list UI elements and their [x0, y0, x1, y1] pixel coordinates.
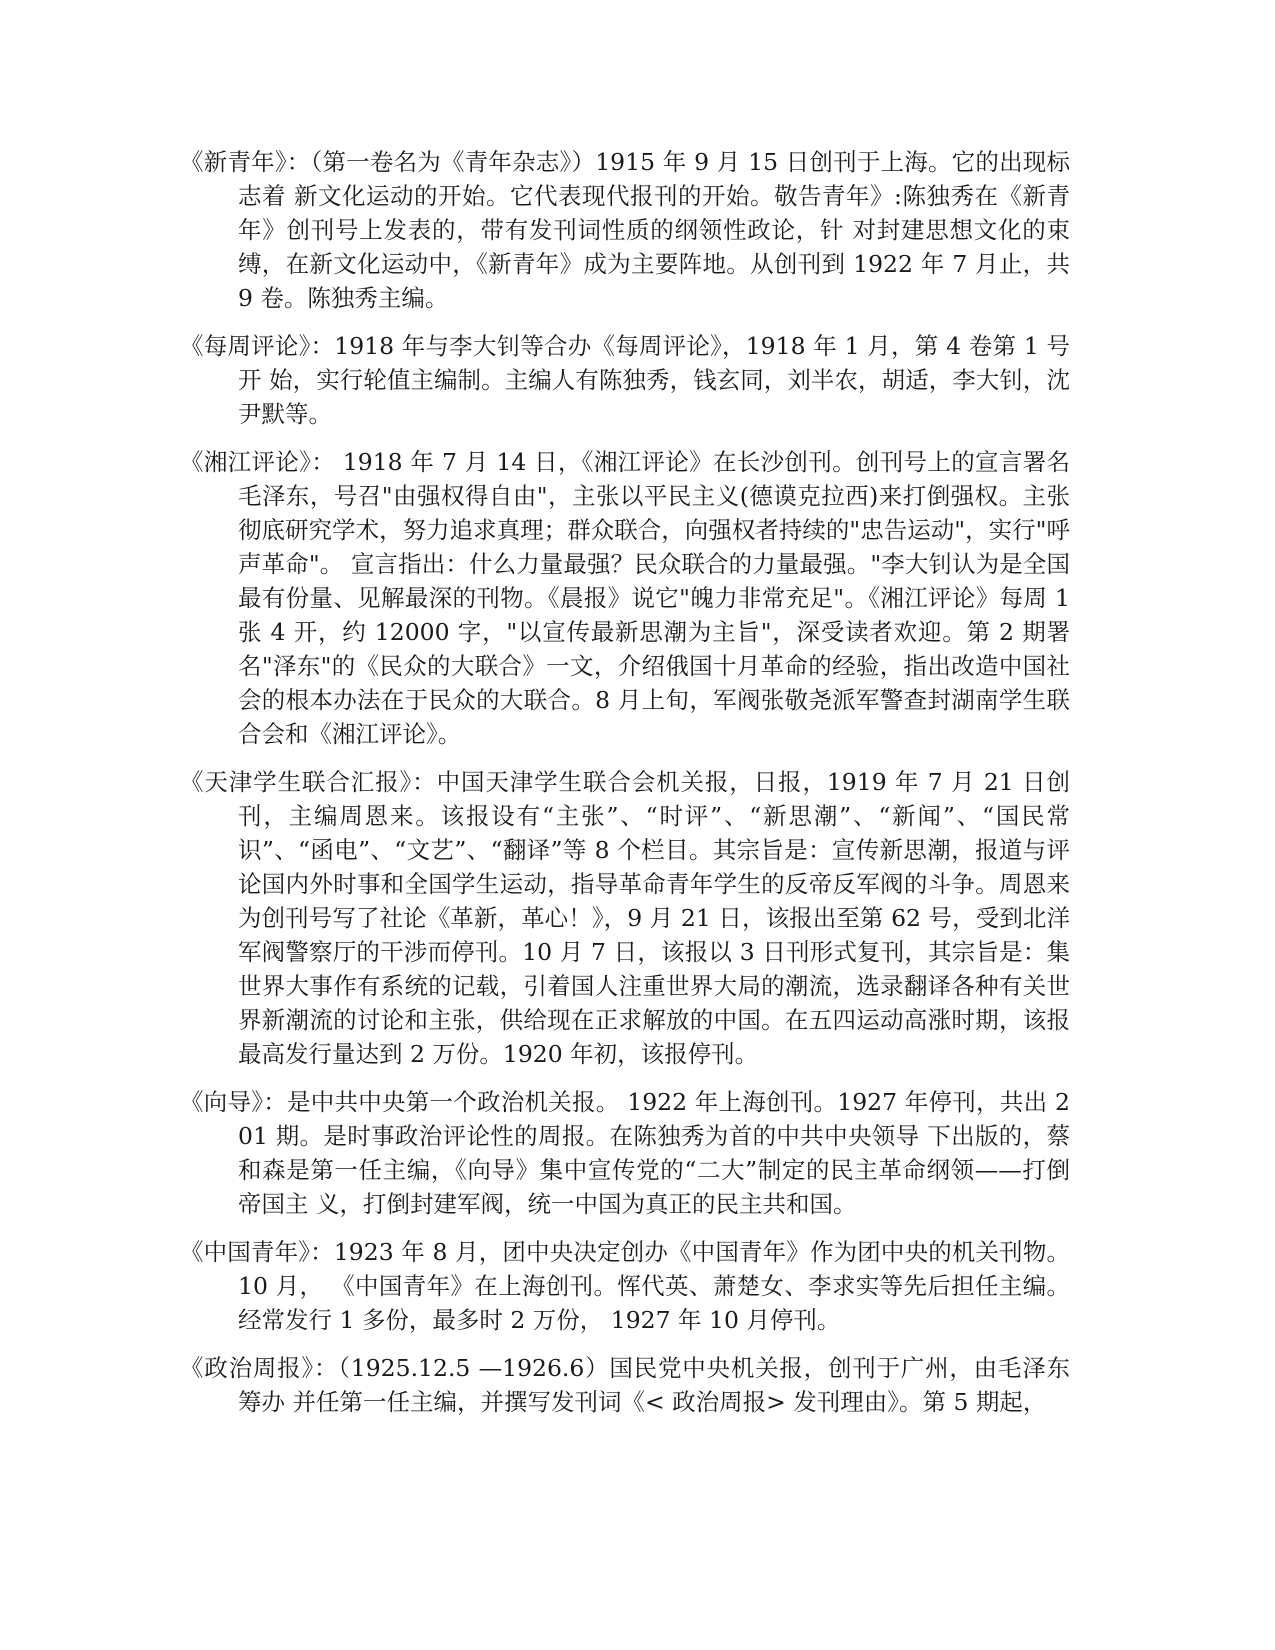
entry-meizhou-pinglun: 《每周评论》：1918 年与李大钊等合办《每周评论》，1918 年 1 月，第 4 卷第 1 号开 始，实行轮值主编制。主编人有陈独秀，钱玄同，刘半农，胡适，李大钊，沈尹默等。 [180, 332, 1070, 428]
entry-xin-qingnian: 《新青年》：（第一卷名为《青年杂志》）1915 年 9 月 15 日创刊于上海。它的出现标志着 新文化运动的开始。它代表现代报刊的开始。敬告青年》:陈独秀在《新青年》创刊号上发表的，带有发刊词性质的纲领性政论，针 对封建思想文化的束缚，在新文化运动中，《新青年》成为主要阵地。从创刊到 1922 年 7 月止，共 9 卷。陈独秀主编。 [180, 148, 1070, 312]
entry-xiangjiang-pinglun: 《湘江评论》： 1918 年 7 月 14 日，《湘江评论》在长沙创刊。创刊号上的宣言署名毛泽东，号召"由强权得自由"，主张以平民主义(德谟克拉西)来打倒强权。主张彻底研究学术，努力追求真理；群众联合，向强权者持续的"忠告运动"，实行"呼声革命"。 宣言指出：什么力量最强？民众联合的力量最强。"李大钊认为是全国最有份量、见解最深的刊物。《晨报》说它"魄力非常充足"。《湘江评论》每周 1 张 4 开，约 12000 字，"以宣传最新思潮为主旨"，深受读者欢迎。第 2 期署名"泽东"的《民众的大联合》一文，介绍俄国十月革命的经验，指出改造中国社会的根本办法在于民众的大联合。8 月上旬，军阀张敬尧派军警查封湖南学生联合会和《湘江评论》。 [180, 448, 1070, 748]
entry-tianjin-xuesheng-huibao: 《天津学生联合汇报》：中国天津学生联合会机关报，日报，1919 年 7 月 21 日创刊，主编周恩来。该报设有“主张”、“时评”、“新思潮”、“新闻”、“国民常识”、“函电”、“文艺”、“翻译”等 8 个栏目。其宗旨是：宣传新思潮，报道与评论国内外时事和全国学生运动，指导革命青年学生的反帝反军阀的斗争。周恩来为创刊号写了社论《革新，革心！》，9 月 21 日，该报出至第 62 号，受到北洋军阀警察厅的干涉而停刊。10 月 7 日，该报以 3 日刊形式复刊，其宗旨是：集世界大事作有系统的记载，引着国人注重世界大局的潮流，选录翻译各种有关世界新潮流的讨论和主张，供给现在正求解放的中国。在五四运动高涨时期，该报最高发行量达到 2 万份。1920 年初，该报停刊。 [180, 768, 1070, 1068]
document-body [180, 145, 1070, 1419]
entry-zhengzhi-zhoubao: 《政治周报》：（1925.12.5 —1926.6）国民党中央机关报，创刊于广州，由毛泽东筹办 并任第一任主编，并撰写发刊词《< 政治周报> 发刊理由》。第 5 期起， [180, 1354, 1070, 1416]
entry-xiangdao: 《向导》：是中共中央第一个政治机关报。 1922 年上海创刊。1927 年停刊，共出 201 期。是时事政治评论性的周报。在陈独秀为首的中共中央领导 下出版的，蔡和森是第一任主编，《向导》集中宣传党的“二大”制定的民主革命纲领——打倒帝国主 义，打倒封建军阀，统一中国为真正的民主共和国。 [180, 1088, 1070, 1218]
entry-zhongguo-qingnian: 《中国青年》：1923 年 8 月，团中央决定创办《中国青年》作为团中央的机关刊物。10 月， 《中国青年》在上海创刊。恽代英、萧楚女、李求实等先后担任主编。经常发行 1 多份，最多时 2 万份， 1927 年 10 月停刊。 [180, 1238, 1070, 1334]
